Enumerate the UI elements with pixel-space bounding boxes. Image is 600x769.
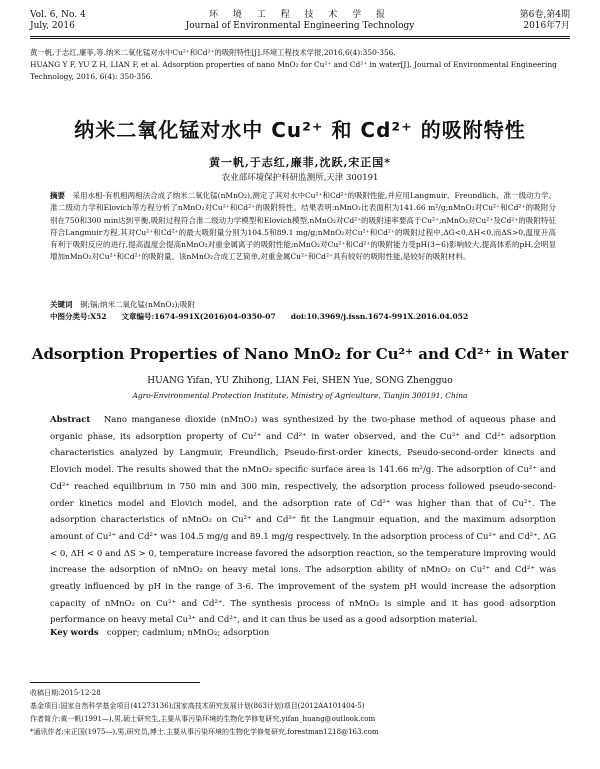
header-center <box>150 10 450 32</box>
abstract-en-text: Nano manganese dioxide (nMnO₂) was synthesized by the two-phase method of aqueous phase and organic phase, its adsorption property of Cu²⁺ and Cd²⁺ in water observed, and the Cu²⁺ and Cd²⁺ adsorption characteristics analyzed by Langmuir, Freundlich, Pseudo-first-order kinects, Pseudo-second-order kinects and Elovich model. The results showed that the nMnO₂ specific surface area is 141.66 m²/g. The adsorption of Cu²⁺ and Cd²⁺ reached equilibrium in 750 min and 300 min, respectively, the adsorption process followed pseudo-second-order kinetics model and Elovich model, and the adsorption rate of Cd²⁺ was higher than that of Cu²⁺. The adsorption characteristics of nMnO₂ on Cu²⁺ and Cd²⁺ fit the Langmuir equation, and the maximum adsorption amount of Cu²⁺ and Cd²⁺ was 104.5 mg/g and 89.1 mg/g respectively. In the adsorption process of Cu²⁺ and Cd²⁺, ΔG < 0, ΔH < 0 and ΔS > 0, temperature increase favored the adsorption reaction, so the temperature improving would increase the adsorption of nMnO₂ on heavy metal ions. The adsorption ability of nMnO₂ on Cu²⁺ and Cd²⁺ was greatly influenced by pH in the range of 3-6. The improvement of the system pH would increase the adsorption capacity of nMnO₂ on Cu²⁺ and Cd²⁺. The synthesis process of nMnO₂ is simple and it has good adsorption performance on heavy metal Cu²⁺ and Cd²⁺, and it can thus be used as a good adsorption material. <box>50 415 556 626</box>
abstract-cn-label: 摘要 <box>50 191 66 200</box>
journal-name-cn: 环 境 工 程 技 术 学 报 <box>208 10 392 20</box>
classification-line: 中图分类号:X52 文章编号:1674-991X(2016)04-0350-07 doi:10.3969/j.issn.1674-991X.2016.04.052 <box>50 312 469 321</box>
header-right <box>520 10 570 32</box>
footnote-received: 收稿日期:2015-12-28 <box>30 689 101 697</box>
abstract-cn <box>50 190 556 264</box>
paper-title-en: Adsorption Properties of Nano MnO₂ for Cu²⁺ and Cd²⁺ in Water <box>31 345 569 363</box>
publication-date: July, 2016 <box>30 21 75 31</box>
header-left <box>30 10 86 32</box>
keywords-en-text: copper; cadmium; nMnO₂; adsorption <box>106 628 270 638</box>
keywords-en <box>50 628 556 638</box>
footnote-rule <box>30 682 200 683</box>
abstract-en <box>50 412 556 629</box>
authors-en: HUANG Yifan, YU Zhihong, LIAN Fei, SHEN Yue, SONG Zhengguo <box>147 376 453 386</box>
paper-title-cn: 纳米二氧化锰对水中 Cu²⁺ 和 Cd²⁺ 的吸附特性 <box>74 118 526 142</box>
citation-cn: 黄一帆,于志红,廉菲,等.纳米二氧化锰对水中Cu²⁺和Cd²⁺的吸附特性[J].环境工程技术学报,2016,6(4):350-356. <box>30 48 396 57</box>
keywords-cn-text: 铜;镉;纳米二氧化锰(nMnO₂);吸附 <box>80 300 195 309</box>
keywords-cn <box>50 299 556 310</box>
abstract-cn-text: 采用水相-有机相两相法合成了纳米二氧化锰(nMnO₂),测定了其对水中Cu²⁺和Cd²⁺的吸附性能,并应用Langmuir、Freundlich、准一级动力学、准二级动力学和Elovich等方程分析了nMnO₂对Cu²⁺和Cd²⁺的吸附特性。结果表明:nMnO₂比表面积为141.66 m²/g;nMnO₂对Cu²⁺和Cd²⁺的吸附分别在750和300 min达到平衡,吸附过程符合准二级动力学模型和Elovich模型,nMnO₂对Cd²⁺的吸附速率要高于Cu²⁺;nMnO₂对Cu²⁺及Cd²⁺的吸附特征符合Langmuir方程,其对Cu²⁺和Cd²⁺的最大吸附量分别为104.5和89.1 mg/g;nMnO₂对Cu²⁺和Cd²⁺的吸附过程中,ΔG<0,ΔH<0,而ΔS>0,温度升高有利于吸附反应的进行,提高温度会提高nMnO₂对重金属离子的吸附性能;nMnO₂对Cu²⁺和Cd²⁺的吸附能力受pH(3~6)影响较大,提高体系的pH,会明显增加nMnO₂对Cu²⁺和Cd²⁺的吸附量。该nMnO₂合成工艺简单,对重金属Cu²⁺和Cd²⁺具有较好的吸附性能,是较好的吸附材料。 <box>50 191 557 262</box>
footnotes <box>30 687 570 739</box>
keywords-en-label: Key words <box>50 628 99 638</box>
header-rule <box>30 36 570 37</box>
affiliation-cn: 农业部环境保护科研监测所,天津 300191 <box>221 173 379 183</box>
abstract-en-label: Abstract <box>50 415 91 425</box>
keywords-cn-label: 关键词 <box>50 300 73 309</box>
footnote-corresponding: *通讯作者:宋正国(1975—),男,研究员,博士,主要从事污染环境的生物化学修复研究,forestman1218@163.com <box>30 728 379 736</box>
journal-name-en: Journal of Environmental Engineering Technology <box>185 21 415 31</box>
volume-issue-cn: 第6卷,第4期 <box>519 10 570 20</box>
header-rule-double <box>30 38 570 39</box>
footnote-funding: 基金项目:国家自然科学基金项目(41273136);国家高技术研究发展计划(863计划)项目(2012AA101404-5) <box>30 702 365 710</box>
citation-block <box>30 47 570 83</box>
affiliation-en: Agro-Environmental Protection Institute, Ministry of Agriculture, Tianjin 300191, China <box>132 391 468 400</box>
publication-date-cn: 2016年7月 <box>523 21 570 31</box>
footnote-author: 作者简介:黄一帆(1991—),男,硕士研究生,主要从事污染环境的生物化学修复研究,yifan_huang@outlook.com <box>30 715 376 723</box>
authors-cn: 黄一帆,于志红,廉菲,沈跃,宋正国* <box>208 156 392 169</box>
volume-issue: Vol. 6, No. 4 <box>30 10 86 20</box>
citation-en: HUANG Y F, YU Z H, LIAN F, et al. Adsorption properties of nano MnO₂ for Cu²⁺ and Cd²⁺ in water[J]. Journal of Environmental Engineering Technology, 2016, 6(4): 350-356. <box>30 60 557 81</box>
